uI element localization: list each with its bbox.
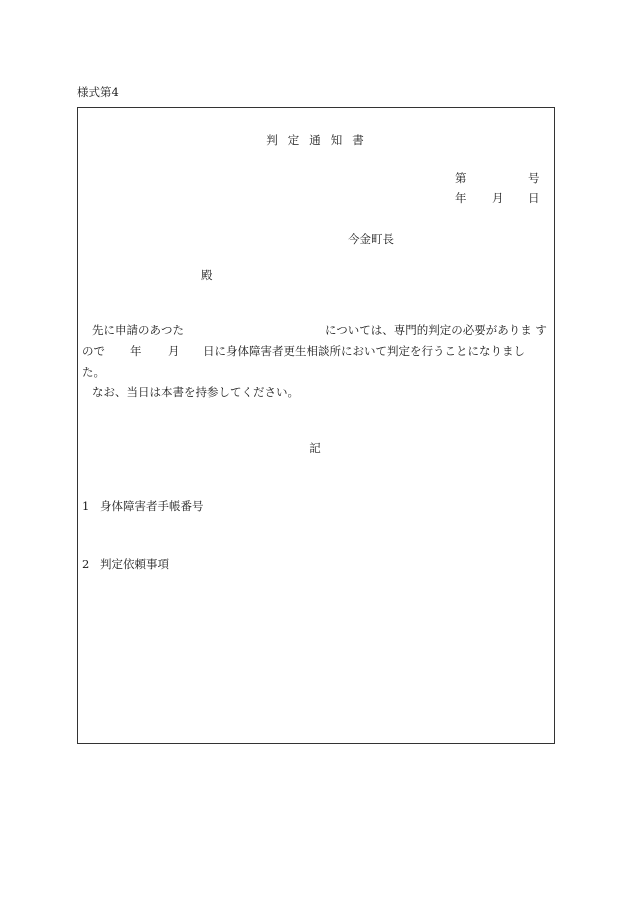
body-line2-month: 月 bbox=[168, 344, 180, 358]
body-line1-end: については、専門的判定の必要がありま す bbox=[325, 323, 547, 337]
body-line1-start: 先に申請のあつた bbox=[92, 323, 184, 337]
body-line4: なお、当日は本書を持参してください。 bbox=[92, 385, 299, 399]
document-frame bbox=[77, 107, 555, 744]
issuer: 今金町長 bbox=[348, 232, 394, 246]
item-1 bbox=[82, 498, 204, 514]
body-line2-end: 日に身体障害者更生相談所において判定を行うことになりまし bbox=[203, 344, 525, 358]
ki-heading: 記 bbox=[309, 441, 321, 455]
number-prefix: 第 bbox=[455, 171, 467, 185]
form-label: 様式第4 bbox=[77, 85, 119, 99]
date-month: 月 bbox=[492, 191, 504, 205]
item-label: 判定依頼事項 bbox=[100, 557, 169, 571]
number-suffix: 号 bbox=[528, 171, 540, 185]
item-label: 身体障害者手帳番号 bbox=[100, 499, 204, 513]
body-line2-year: 年 bbox=[130, 344, 142, 358]
date-day: 日 bbox=[528, 191, 540, 205]
document-title: 判定通知書 bbox=[266, 133, 374, 147]
item-number: 2 bbox=[82, 557, 90, 571]
addressee-suffix: 殿 bbox=[201, 268, 213, 282]
body-line3: た。 bbox=[82, 365, 105, 379]
item-number: 1 bbox=[82, 499, 90, 513]
date-year: 年 bbox=[455, 191, 467, 205]
item-2 bbox=[82, 556, 169, 572]
body-line2-start: ので bbox=[82, 344, 105, 358]
